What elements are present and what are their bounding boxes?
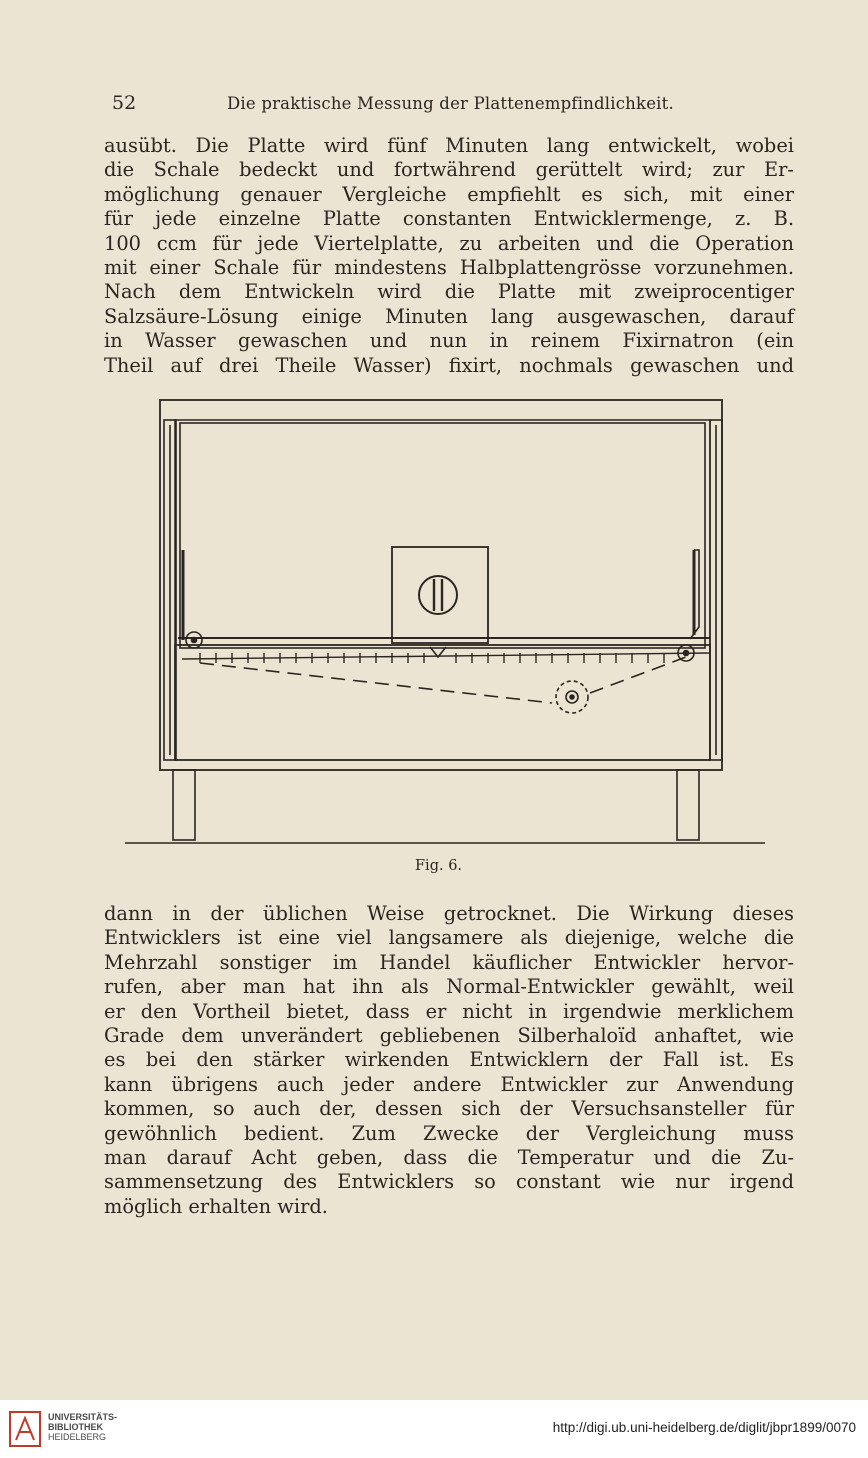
text-line: möglich erhalten wird. <box>104 1194 328 1218</box>
figure-caption: Fig. 6. <box>415 858 463 874</box>
text-line: man darauf Acht geben, dass die Temperatur und die Zu- <box>104 1146 794 1170</box>
text-line: Mehrzahl sonstiger im Handel käuflicher Entwickler hervor- <box>104 950 794 974</box>
library-name <box>48 1412 117 1442</box>
library-name-line: HEIDELBERG <box>48 1432 107 1442</box>
text-line: es bei den stärker wirkenden Entwicklern der Fall ist. Es <box>104 1048 794 1072</box>
paragraph-bottom <box>104 902 794 1219</box>
text-line: Salzsäure-Lösung einige Minuten lang ausgewaschen, darauf <box>104 304 794 328</box>
page-number: 52 <box>112 92 137 114</box>
text-line: er den Vortheil bietet, dass er nicht in irgendwie merklichem <box>104 999 794 1023</box>
library-footer <box>0 1400 868 1458</box>
text-line: kann übrigens auch jeder andere Entwickler zur Anwendung <box>104 1072 794 1096</box>
text-line: mit einer Schale für mindestens Halbplattengrösse vorzunehmen. <box>104 256 794 280</box>
running-title: Die praktische Messung der Plattenempfindlichkeit. <box>227 94 674 113</box>
text-line: Theil auf drei Theile Wasser) fixirt, nochmals gewaschen und <box>104 353 794 377</box>
figure-rocking-tray <box>120 395 770 855</box>
text-line: ausübt. Die Platte wird fünf Minuten lang entwickelt, wobei <box>104 134 794 157</box>
text-line: rufen, aber man hat ihn als Normal-Entwickler gewählt, weil <box>104 975 794 999</box>
text-line: 100 ccm für jede Viertelplatte, zu arbeiten und die Operation <box>104 231 794 255</box>
library-name-line: BIBLIOTHEK <box>48 1422 103 1432</box>
text-line: sammensetzung des Entwicklers so constant wie nur irgend <box>104 1170 794 1194</box>
library-name-line: UNIVERSITÄTS- <box>48 1412 118 1422</box>
text-line: kommen, so auch der, dessen sich der Versuchsansteller für <box>104 1097 794 1121</box>
text-line: gewöhnlich bedient. Zum Zwecke der Vergleichung muss <box>104 1121 794 1145</box>
library-logo-icon <box>8 1408 42 1448</box>
text-line: Grade dem unverändert gebliebenen Silberhaloïd anhaftet, wie <box>104 1024 794 1048</box>
text-line: in Wasser gewaschen und nun in reinem Fixirnatron (ein <box>104 329 794 353</box>
text-line: dann in der üblichen Weise getrocknet. Die Wirkung dieses <box>104 902 794 925</box>
paragraph-top <box>104 134 794 378</box>
text-line: die Schale bedeckt und fortwährend gerüttelt wird; zur Er- <box>104 158 794 182</box>
text-line: für jede einzelne Platte constanten Entwicklermenge, z. B. <box>104 207 794 231</box>
permalink-url[interactable]: http://digi.ub.uni-heidelberg.de/diglit/jbpr1899/0070 <box>552 1420 856 1435</box>
tray-drawing <box>120 395 770 855</box>
text-line: Nach dem Entwickeln wird die Platte mit zweiprocentiger <box>104 280 794 304</box>
text-line: möglichung genauer Vergleiche empfiehlt es sich, mit einer <box>104 182 794 206</box>
text-line: Entwicklers ist eine viel langsamere als diejenige, welche die <box>104 926 794 950</box>
